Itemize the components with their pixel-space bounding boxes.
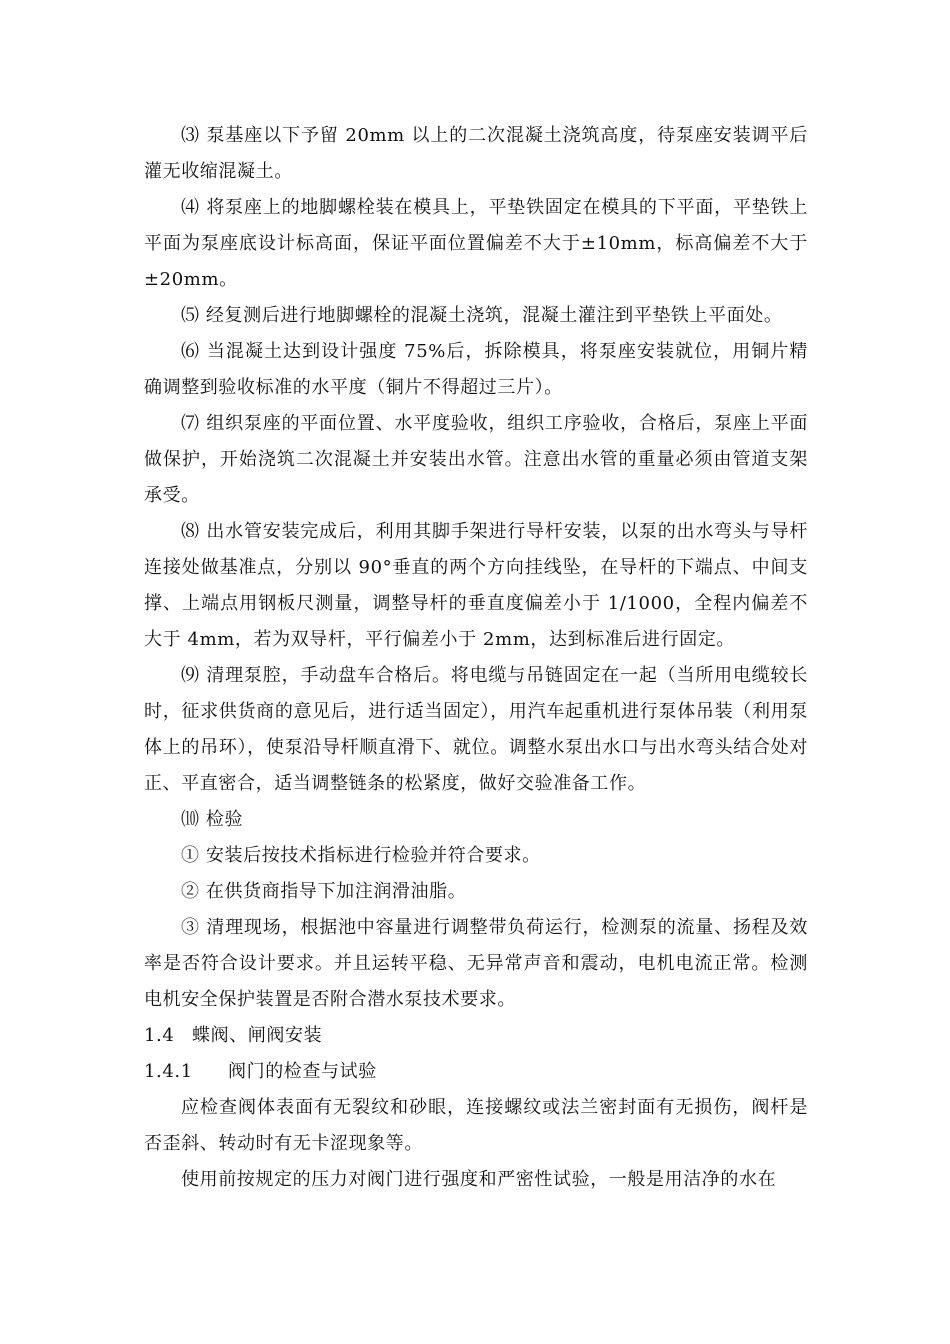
paragraph-inspection-3: ③ 清理现场，根据池中容量进行调整带负荷运行，检测泵的流量、扬程及效率是否符合设计要求。并且运转平稳、无异常声音和震动，电机电流正常。检测电机安全保护装置是否附合潜水泵技术要求。 (144, 917, 808, 1010)
subsection-heading-1-4-1 (144, 1054, 808, 1090)
paragraph-step-7: ⑺ 组织泵座的平面位置、水平度验收，组织工序验收，合格后，泵座上平面做保护，开始浇筑二次混凝土并安装出水管。注意出水管的重量必须由管道支架承受。 (144, 413, 808, 506)
paragraph-valve-testing: 使用前按规定的压力对阀门进行强度和严密性试验，一般是用洁净的水在 (181, 1169, 777, 1190)
subsection-title: 阀门的检查与试验 (228, 1061, 377, 1082)
paragraph-step-9: ⑼ 清理泵腔，手动盘车合格后。将电缆与吊链固定在一起（当所用电缆较长时，征求供货商的意见后，进行适当固定），用汽车起重机进行泵体吊装（利用泵体上的吊环），使泵沿导杆顺直滑下、就位。调整水泵出水口与出水弯头结合处对正、平直密合，适当调整链条的松紧度，做好交验准备工作。 (144, 665, 808, 794)
document-body (144, 118, 808, 1198)
paragraph-inspection-1: ① 安装后按技术指标进行检验并符合要求。 (181, 845, 541, 866)
paragraph-inspection-2: ② 在供货商指导下加注润滑油脂。 (181, 881, 467, 902)
paragraph-step-5: ⑸ 经复测后进行地脚螺栓的混凝土浇筑，混凝土灌注到平垫铁上平面处。 (181, 305, 783, 326)
paragraph-step-4: ⑷ 将泵座上的地脚螺栓装在模具上，平垫铁固定在模具的下平面，平垫铁上平面为泵座底设计标高面，保证平面位置偏差不大于±10mm，标高偏差不大于±20mm。 (144, 197, 808, 290)
section-title: 蝶阀、闸阀安装 (192, 1025, 323, 1046)
section-number: 1.4 (144, 1025, 175, 1046)
paragraph-step-6: ⑹ 当混凝土达到设计强度 75%后，拆除模具，将泵座安装就位，用铜片精确调整到验收标准的水平度（铜片不得超过三片）。 (144, 341, 808, 398)
paragraph-valve-inspection: 应检查阀体表面有无裂纹和砂眼，连接螺纹或法兰密封面有无损伤，阀杆是否歪斜、转动时有无卡涩现象等。 (144, 1097, 808, 1154)
paragraph-step-8: ⑻ 出水管安装完成后，利用其脚手架进行导杆安装，以泵的出水弯头与导杆连接处做基准点，分别以 90°垂直的两个方向挂线坠，在导杆的下端点、中间支撑、上端点用钢板尺测量，调整导杆的垂直度偏差小于 1/1000，全程内偏差不大于 4mm，若为双导杆，平行偏差小于 2mm，达到标准后进行固定。 (144, 521, 808, 650)
paragraph-step-10: ⑽ 检验 (181, 809, 244, 830)
paragraph-step-3: ⑶ 泵基座以下予留 20mm 以上的二次混凝土浇筑高度，待泵座安装调平后灌无收缩混凝土。 (144, 125, 808, 182)
subsection-number: 1.4.1 (144, 1061, 193, 1082)
section-heading-1-4 (144, 1018, 808, 1054)
